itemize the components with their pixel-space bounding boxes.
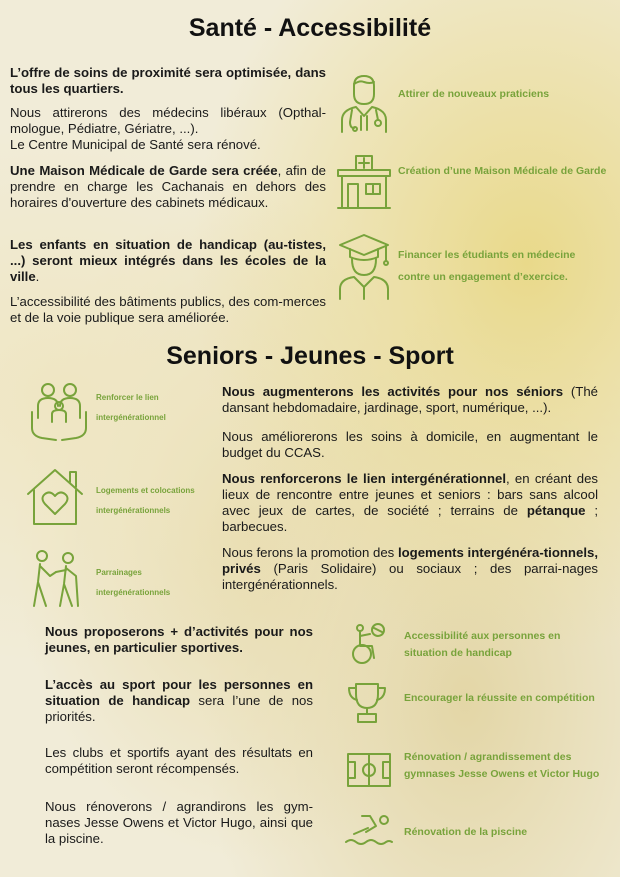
caption-financer-etudiants: Financer les étudiants en médecine contre un engagement d’exercice. xyxy=(398,249,576,283)
caption-maison-medicale: Création d’une Maison Médicale de Garde xyxy=(398,165,607,177)
seniors-paragraph-4-rest: (Paris Solidaire) ou sociaux ; des parrai-nages intergénérationnels. xyxy=(222,561,598,592)
caption-logements-colocations: Logements et colocations intergénérationnels xyxy=(96,486,195,515)
caption-renovation-gymnases: Rénovation / agrandissement des gymnases Jesse Owens et Victor Hugo xyxy=(404,751,600,780)
trophy-icon xyxy=(346,680,388,726)
sante-paragraph-2b: Le Centre Municipal de Santé sera rénové. xyxy=(10,137,261,152)
seniors-paragraph-3-bold2: pétanque xyxy=(526,503,586,518)
seniors-paragraph-3-rest: , en créant des lieux de rencontre entre jeunes et seniors : bars sans alcool avec jeux de cartes, de société ; terrains de xyxy=(222,471,598,518)
jeunes-paragraph-2-rest: sera l’une de nos priorités. xyxy=(45,693,313,724)
jeunes-paragraph-1: Nous proposerons + d’activités pour nos jeunes, en particulier sportives. xyxy=(45,624,313,655)
sante-paragraph-2 xyxy=(10,105,326,153)
seniors-paragraph-3 xyxy=(222,471,598,535)
seniors-paragraph-2: Nous améliorerons les soins à domicile, en augmentant le budget du CCAS. xyxy=(222,429,598,460)
jeunes-paragraph-4: Nous rénoverons / agrandirons les gym-nases Jesse Owens et Victor Hugo, ainsi que la piscine. xyxy=(45,799,313,846)
home-heart-icon xyxy=(24,466,86,528)
caption-lien-intergenerationnel: Renforcer le lien intergénérationnel xyxy=(96,393,166,422)
seniors-paragraph-4-bold: logements intergénéra-tionnels, privés xyxy=(222,545,598,576)
jeunes-paragraph-2 xyxy=(45,677,313,725)
seniors-paragraph-1 xyxy=(222,384,598,416)
caption-accessibilite-handicap: Accessibilité aux personnes en situation de handicap xyxy=(404,630,561,659)
section-title-seniors: Seniors - Jeunes - Sport xyxy=(166,342,454,370)
sports-field-icon xyxy=(346,752,392,788)
caption-attirer: Attirer de nouveaux praticiens xyxy=(398,88,550,100)
swimmer-icon xyxy=(344,812,394,850)
sante-paragraph-3 xyxy=(10,163,326,211)
sante-paragraph-1: L’offre de soins de proximité sera optimisée, dans tous les quartiers. xyxy=(10,65,326,96)
doctor-icon xyxy=(338,72,390,134)
sante-paragraph-2a: Nous attirerons des médecins libéraux (Opthal-mologue, Pédiatre, Gériatre, ...). xyxy=(10,105,326,136)
section-title-sante: Santé - Accessibilité xyxy=(188,14,432,42)
jeunes-paragraph-3: Les clubs et sportifs ayant des résultats en compétition seront récompensés. xyxy=(45,745,313,776)
seniors-paragraph-1-rest: (Thé dansant hebdomadaire, jardinage, sport, numérique, ...). xyxy=(222,384,598,415)
wheelchair-sport-icon xyxy=(348,622,388,666)
sante-paragraph-4-bold: Les enfants en situation de handicap (au-tistes, ...) seront mieux intégrés dans les écoles de la ville xyxy=(10,237,326,284)
seniors-paragraph-3-bold: Nous renforcerons le lien intergénérationnel xyxy=(222,471,507,486)
medical-house-icon xyxy=(336,152,392,210)
caption-reussite-competition: Encourager la réussite en compétition xyxy=(404,692,595,704)
graduate-icon xyxy=(336,233,392,301)
family-hands-icon xyxy=(30,382,88,444)
seniors-paragraph-1-bold: Nous augmenterons les activités pour nos séniors xyxy=(222,384,564,399)
seniors-paragraph-4-start: Nous ferons la promotion des xyxy=(222,545,398,560)
jeunes-paragraph-2-bold: L’accès au sport pour les personnes en situation de handicap xyxy=(45,677,313,708)
seniors-paragraph-3-end: ; barbecues. xyxy=(222,503,598,534)
caption-renovation-piscine: Rénovation de la piscine xyxy=(404,826,528,838)
sante-paragraph-3-rest: , afin de prendre en charge les Cachanais en dehors des horaires d'ouverture des cabinets médicaux. xyxy=(10,163,326,210)
seniors-paragraph-4 xyxy=(222,545,598,593)
caption-parrainages: Parrainages intergénérationnels xyxy=(96,568,171,597)
sante-paragraph-4-end: . xyxy=(35,269,40,284)
sante-paragraph-5: L’accessibilité des bâtiments publics, des com-merces et de la voie publique sera améliorée. xyxy=(10,294,326,325)
sante-paragraph-3-bold: Une Maison Médicale de Garde sera créée xyxy=(10,163,278,178)
sante-paragraph-4 xyxy=(10,237,326,285)
elderly-walking-icon xyxy=(30,548,82,608)
